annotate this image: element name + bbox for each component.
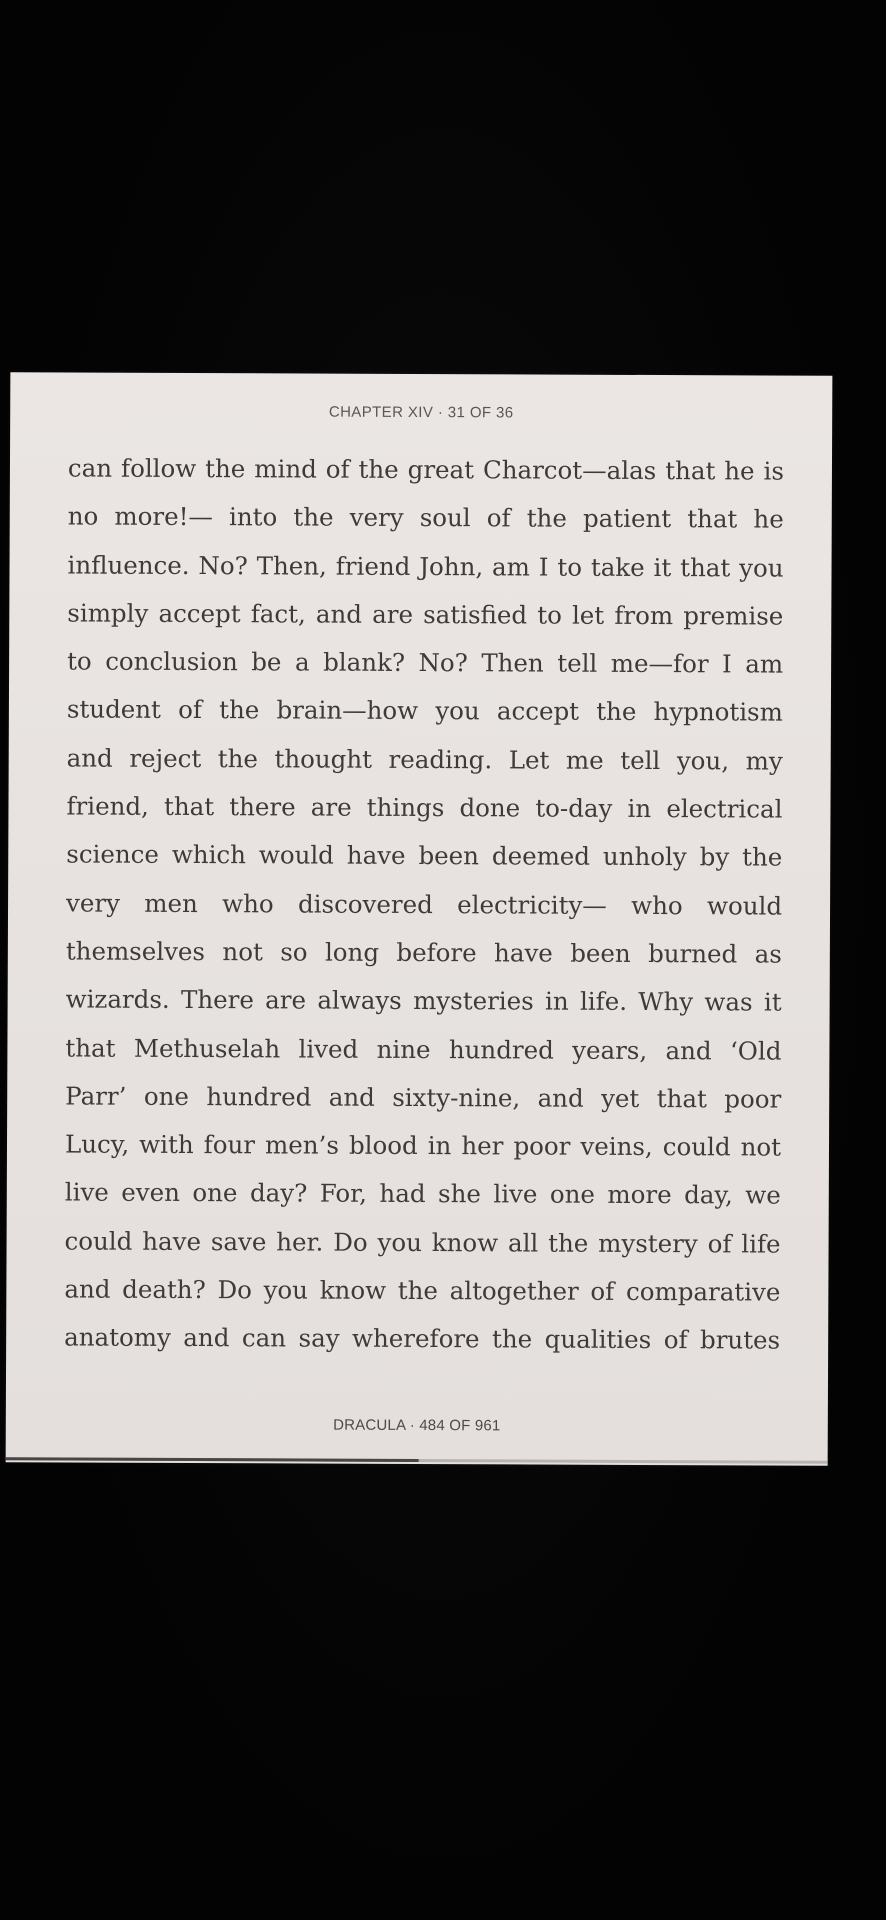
reading-progress-fill xyxy=(6,1457,419,1462)
text-line: and death? Do you know the altogether of comparative xyxy=(64,1274,781,1307)
text-line: to conclusion be a blank? No? Then tell me—for I am xyxy=(67,646,784,679)
text-line: simply accept fact, and are satisfied to let from premise xyxy=(67,598,784,631)
text-line: Parr’ one hundred and sixty-nine, and yet that poor xyxy=(65,1081,782,1114)
text-line: influence. No? Then, friend John, am I to take it that you xyxy=(67,550,784,583)
book-progress-label: DRACULA · 484 OF 961 xyxy=(333,1416,501,1435)
text-line: Lucy, with four men’s blood in her poor veins, could not xyxy=(64,1129,782,1162)
text-line: anatomy and can say wherefore the qualities of brutes xyxy=(64,1322,781,1355)
text-line: live even one day? For, had she live one more day, we xyxy=(64,1177,781,1211)
text-line: themselves not so long before have been burned as xyxy=(65,936,782,969)
text-line: friend, that there are things done to-day in electrical xyxy=(66,791,783,824)
text-line: can follow the mind of the great Charcot—alas that he is xyxy=(67,453,785,486)
text-line: and reject the thought reading. Let me tell you, my xyxy=(66,743,783,776)
text-line: that Methuselah lived nine hundred years, and ‘Old xyxy=(65,1033,782,1066)
text-line: very men who discovered electricity— who would xyxy=(66,888,783,921)
text-line: wizards. There are always mysteries in life. Why was it xyxy=(65,984,782,1017)
text-line: could have save her. Do you know all the mystery of life xyxy=(64,1226,781,1259)
text-line: no more!— into the very soul of the patient that he xyxy=(67,501,784,534)
reading-progress-bar xyxy=(6,1457,828,1464)
text-line: science which would have been deemed unholy by the xyxy=(66,839,783,872)
chapter-progress-label: CHAPTER XIV · 31 OF 36 xyxy=(328,403,514,422)
text-line: student of the brain—how you accept the hypnotism xyxy=(66,694,783,728)
page-text xyxy=(64,444,784,1365)
book-page[interactable] xyxy=(6,372,833,1466)
